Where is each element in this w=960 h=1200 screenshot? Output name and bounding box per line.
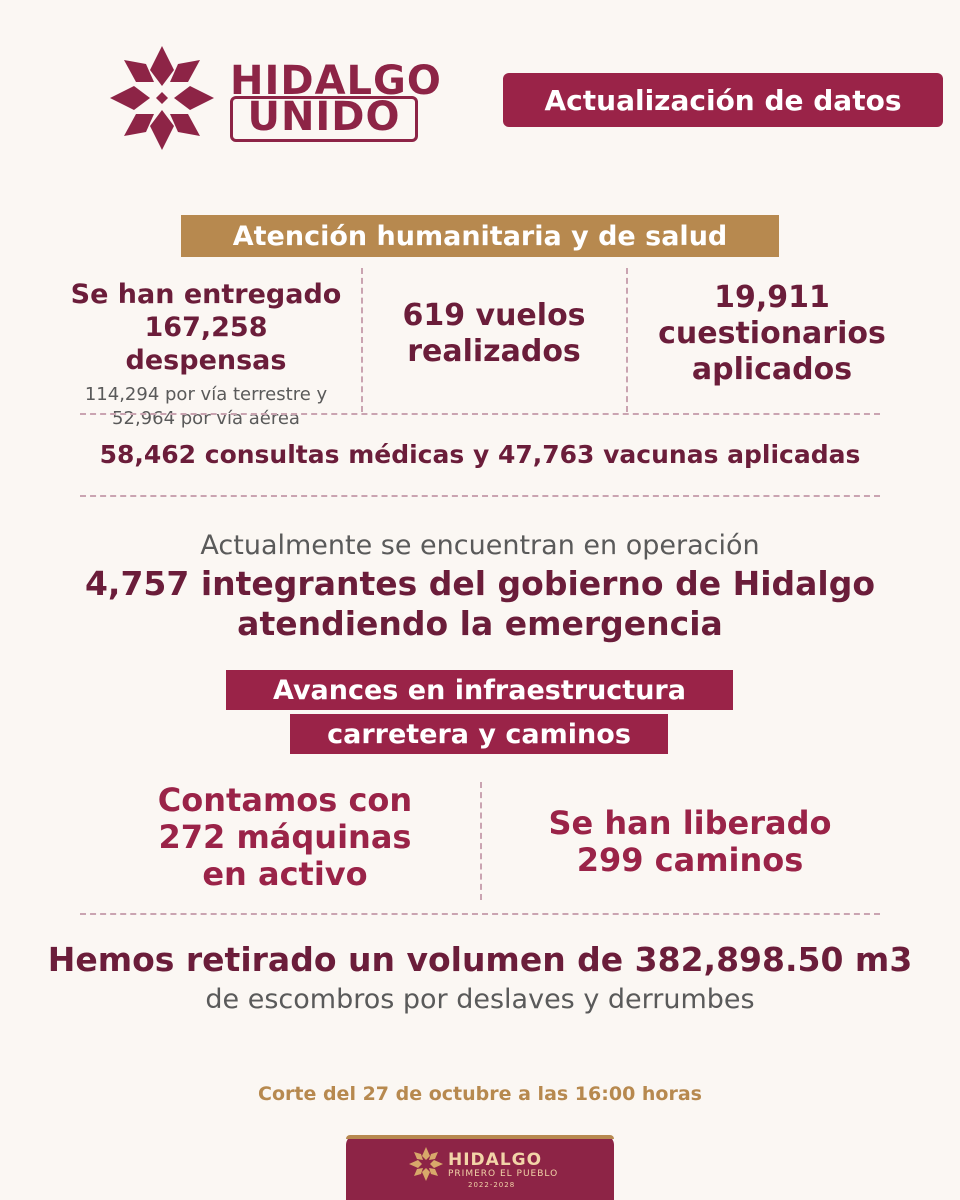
- stat-despensas-line2: 167,258 despensas: [125, 312, 287, 376]
- stat-caminos: [510, 805, 870, 879]
- stat-caminos-line1: Se han liberado: [548, 804, 832, 842]
- section-title-humanitarian: Atención humanitaria y de salud: [181, 215, 779, 257]
- stat-despensas-line1: Se han entregado: [70, 279, 342, 310]
- footer-brand-years: 2022-2028: [468, 1181, 516, 1189]
- stat-cuestionarios-line3: aplicados: [691, 352, 853, 387]
- stat-maquinas-line1: Contamos con: [157, 781, 413, 819]
- stat-caminos-line2: 299 caminos: [576, 841, 804, 879]
- logo-title-line1: HIDALGO: [230, 58, 442, 104]
- stat-despensas: [60, 278, 352, 431]
- stat-cuestionarios-line1: 19,911: [714, 280, 830, 315]
- section-title-infra-line2: carretera y caminos: [290, 714, 668, 754]
- divider-horizontal: [80, 495, 880, 497]
- stat-vuelos-line1: 619 vuelos: [402, 298, 586, 333]
- divider-vertical: [480, 782, 482, 900]
- stat-vuelos: [362, 298, 626, 370]
- hidalgo-star-icon: [408, 1146, 444, 1182]
- volume-line1: Hemos retirado un volumen de 382,898.50 m3: [47, 940, 913, 979]
- section-title-infra-line1: Avances en infraestructura: [226, 670, 733, 710]
- divider-horizontal: [80, 913, 880, 915]
- footer-bar-accent: [346, 1135, 614, 1139]
- stat-maquinas: [120, 782, 450, 893]
- cutoff-note: Corte del 27 de octubre a las 16:00 horas: [258, 1083, 702, 1105]
- stat-despensas-detail1: 114,294 por vía terrestre y: [84, 384, 328, 405]
- stat-consultas-vacunas: 58,462 consultas médicas y 47,763 vacunas aplicadas: [99, 440, 861, 469]
- stat-maquinas-line3: en activo: [202, 855, 368, 893]
- stat-cuestionarios-line2: cuestionarios: [658, 316, 886, 351]
- divider-horizontal: [80, 413, 880, 415]
- stat-maquinas-line2: 272 máquinas: [158, 818, 412, 856]
- footer-brand-subtitle: PRIMERO EL PUEBLO: [448, 1169, 559, 1179]
- operations-line2: atendiendo la emergencia: [237, 604, 723, 643]
- volume-line2: de escombros por deslaves y derrumbes: [205, 984, 755, 1015]
- header-label: Actualización de datos: [503, 73, 943, 127]
- operations-line1: 4,757 integrantes del gobierno de Hidalgo: [84, 564, 876, 603]
- footer-brand-title: HIDALGO: [448, 1150, 543, 1170]
- stat-despensas-detail2: 52,964 por vía aérea: [112, 408, 300, 429]
- hidalgo-unido-logo-icon: [106, 42, 218, 154]
- logo-title-line2: UNIDO: [247, 94, 401, 140]
- stat-cuestionarios: [627, 280, 917, 388]
- operations-intro: Actualmente se encuentran en operación: [200, 530, 760, 561]
- stat-vuelos-line2: realizados: [407, 334, 581, 369]
